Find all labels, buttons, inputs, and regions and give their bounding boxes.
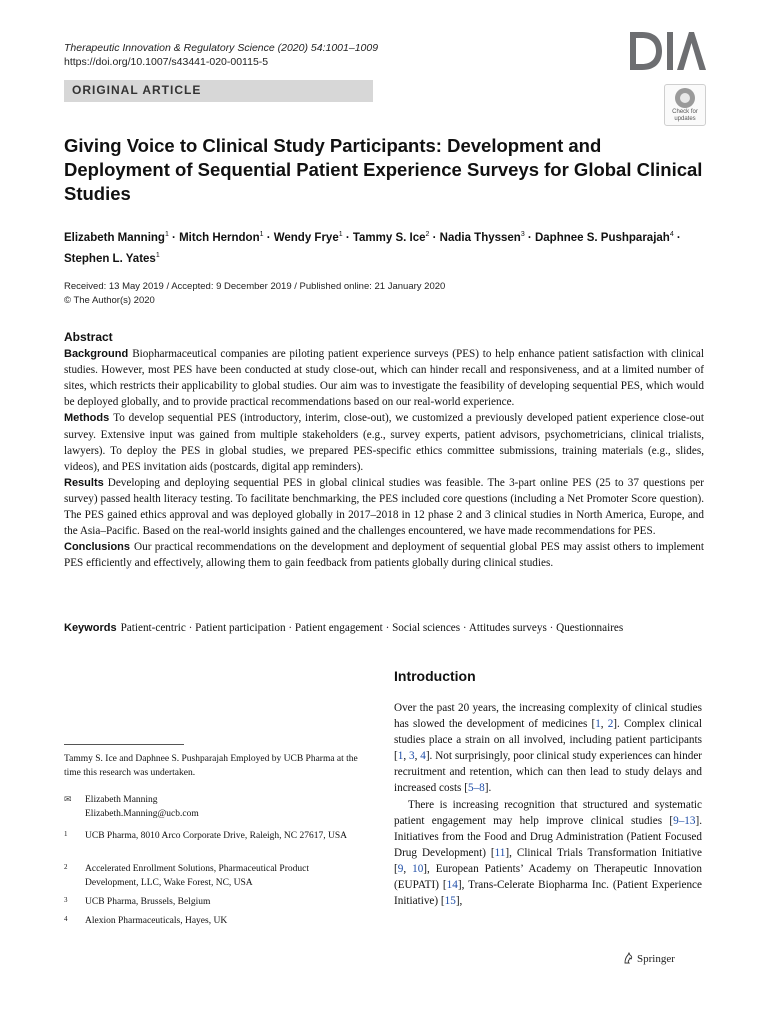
paragraph-text: There is increasing recognition that structured and systematic patient engagement may help improve clinical studies [ <box>394 798 702 827</box>
author-separator: · <box>429 231 440 244</box>
author-affiliation-ref: 1 <box>164 231 169 238</box>
affiliation-4 <box>64 915 354 929</box>
paragraph-text: ]. <box>484 782 492 795</box>
introduction-paragraph <box>394 700 702 797</box>
author-affiliation-ref: 3 <box>520 231 525 238</box>
paragraph-text: ]. Initiatives from the Food and Drug Administration (Patient Focused Drug Development) [ <box>394 814 702 859</box>
author-separator: · <box>342 231 353 244</box>
corresponding-email[interactable]: Elizabeth.Manning@ucb.com <box>85 808 199 819</box>
author-name[interactable]: Elizabeth Manning <box>64 231 165 244</box>
affiliation-text: UCB Pharma, 8010 Arco Corporate Drive, Raleigh, NC 27617, USA <box>85 831 348 841</box>
abstract-label: Background <box>64 348 129 361</box>
introduction-heading: Introduction <box>394 668 476 684</box>
author-list <box>64 226 714 268</box>
affiliation-1 <box>64 830 354 844</box>
footnote-divider <box>64 744 184 745</box>
abstract-text: Our practical recommendations on the development and deployment of sequential global PES may assist others to implement PES efficiently and effectively, allowing them to gain feedback from patients globally during clinical studies. <box>64 541 704 570</box>
paper-title: Giving Voice to Clinical Study Participants: Development and Deployment of Sequential Patient Experience Surveys for Global Clinical Studies <box>64 135 703 204</box>
keywords-label: Keywords <box>64 622 117 634</box>
paragraph-text: ], <box>455 895 463 908</box>
abstract-text: To develop sequential PES (introductory, interim, close-out), we customized a previously developed patient experience close-out survey. Extensive input was gained from multiple stakeholders (e.g., survey experts, patient advisors, psychometricians, clinical trialists, lawyers). To deploy the PES in global studies, we prepared PES-specific ethics committee submissions, training materials (e.g., slides, videos), and PES invitation aids (postcards, digital app reminders). <box>64 412 704 473</box>
paragraph-text: , <box>600 718 608 731</box>
journal-citation: Therapeutic Innovation & Regulatory Science (2020) 54:1001–1009 <box>64 42 379 54</box>
copyright-line: © The Author(s) 2020 <box>64 295 155 306</box>
author-name[interactable]: Wendy Frye <box>273 231 339 244</box>
abstract-label: Results <box>64 476 104 489</box>
citation-link[interactable]: 1 <box>397 750 404 763</box>
abstract-label: Conclusions <box>64 541 131 554</box>
citation-link[interactable]: 2 <box>607 718 614 731</box>
author-affiliation-ref: 1 <box>155 251 160 259</box>
author-name[interactable]: Stephen L. Yates <box>64 252 156 265</box>
author-name[interactable]: Nadia Thyssen <box>439 231 521 244</box>
author-affiliation-ref: 1 <box>259 231 264 238</box>
paragraph-text: ], European Patients’ Academy on Therapeutic Innovation (EUPATI) [ <box>394 862 702 892</box>
author-name[interactable]: Mitch Herndon <box>179 231 260 244</box>
abstract-methods <box>64 410 704 474</box>
citation-link[interactable]: 9 <box>397 862 404 875</box>
doi-link[interactable]: https://doi.org/10.1007/s43441-020-00115-5 <box>64 56 269 68</box>
publication-dates <box>64 280 445 308</box>
paragraph-text: , <box>403 862 413 875</box>
paragraph-text: ]. Complex clinical studies place a strain on all involved, including patient participants [ <box>394 718 703 763</box>
introduction-body <box>394 700 702 909</box>
check-for-updates-label: Check for updates <box>672 109 698 122</box>
received-accepted-published: Received: 13 May 2019 / Accepted: 9 December 2019 / Published online: 21 January 2020 <box>64 281 446 292</box>
publisher-name: Springer <box>637 953 675 965</box>
corresponding-author: Elizabeth Manning <box>85 795 158 805</box>
author-affiliation-ref: 2 <box>425 231 430 238</box>
introduction-paragraph <box>394 797 702 910</box>
citation-link[interactable]: 4 <box>420 750 426 763</box>
abstract-conclusions <box>64 539 704 571</box>
affiliation-text: Alexion Pharmaceuticals, Hayes, UK <box>85 916 228 926</box>
affiliation-number: 2 <box>64 863 68 871</box>
keywords <box>64 622 714 634</box>
affiliation-3 <box>64 896 354 910</box>
employment-footnote: Tammy S. Ice and Daphnee S. Pushparajah Employed by UCB Pharma at the time this research was undertaken. <box>64 754 358 778</box>
abstract-text: Biopharmaceutical companies are piloting patient experience surveys (PES) to help enhance patient satisfaction with clinical studies. However, most PES have been conducted at study close-out, which can hinder recall and responsiveness, and at a limited number of sites, which restricts their applicability to global studies. Our aim was to investigate the feasibility of developing sequential PES, which would be deployed globally, and to provide practical recommendations based on our real-world experience. <box>64 348 704 409</box>
abstract-results <box>64 475 704 539</box>
affiliation-number: 1 <box>64 830 68 838</box>
author-separator: · <box>524 231 535 244</box>
affiliation-number: 4 <box>64 915 68 923</box>
envelope-icon: ✉ <box>64 795 72 805</box>
abstract <box>64 329 704 571</box>
keywords-text: Patient-centric · Patient participation · Patient engagement · Social sciences · Attitudes surveys · Questionnaires <box>120 622 624 634</box>
citation-link[interactable]: 5–8 <box>467 782 485 795</box>
abstract-background <box>64 346 704 410</box>
paragraph-text: ], Clinical Trials Transformation Initiative [ <box>394 846 702 875</box>
paragraph-text: Over the past 20 years, the increasing complexity of clinical studies has slowed the development of medicines [ <box>394 702 702 731</box>
bookmark-icon <box>675 88 695 108</box>
affiliation-2 <box>64 863 354 890</box>
paragraph-text: ]. Not surprisingly, poor clinical study experiences can hinder recruitment and retention, which can then lead to study delays and increased costs [ <box>394 750 703 795</box>
paragraph-text: , <box>403 750 409 763</box>
author-separator: · <box>168 231 180 244</box>
citation-link[interactable]: 15 <box>444 895 456 908</box>
abstract-label: Methods <box>64 412 110 425</box>
abstract-text: Developing and deploying sequential PES in global clinical studies was feasible. The 3-part online PES (25 to 37 questions per survey) passed health literacy testing. To facilitate benchmarking, the PES included core questions (including a Net Promoter Score question). The PES gained ethics approval and was deployed globally in 2017–2018 in 12 phase 2 and 3 clinical studies in North America, Europe, and the Asia–Pacific. Based on the real-world insights gained and the challenges encountered, we have made recommendations for PES. <box>64 476 704 538</box>
author-affiliation-ref: 4 <box>669 231 674 238</box>
dia-logo <box>626 30 706 72</box>
springer-horse-icon <box>622 952 634 964</box>
check-for-updates-button[interactable] <box>664 84 706 126</box>
citation-link[interactable]: 1 <box>595 718 601 731</box>
article-type-banner <box>64 80 373 102</box>
author-name[interactable]: Daphnee S. Pushparajah <box>534 231 670 244</box>
affiliation-number: 3 <box>64 896 68 904</box>
citation-link[interactable]: 3 <box>408 750 415 763</box>
abstract-heading: Abstract <box>64 330 113 344</box>
author-name[interactable]: Tammy S. Ice <box>352 231 426 244</box>
affiliation-text: Accelerated Enrollment Solutions, Pharmaceutical Product Development, LLC, Wake Forest, NC, USA <box>85 864 309 888</box>
citation-link[interactable]: 9–13 <box>673 814 696 827</box>
author-affiliation-ref: 1 <box>338 231 343 238</box>
citation-link[interactable]: 10 <box>412 862 424 875</box>
affiliation-text: UCB Pharma, Brussels, Belgium <box>85 897 211 907</box>
publisher-mark <box>622 952 675 965</box>
paragraph-text: , <box>414 750 421 763</box>
article-type-label: ORIGINAL ARTICLE <box>72 83 202 97</box>
author-separator: · <box>263 231 274 244</box>
citation-link[interactable]: 11 <box>494 846 506 859</box>
citation-link[interactable]: 14 <box>446 879 458 892</box>
paragraph-text: ], Trans-Celerate Biopharma Inc. (Patient Experience Initiative) [ <box>394 879 702 908</box>
author-separator: · <box>673 231 681 244</box>
